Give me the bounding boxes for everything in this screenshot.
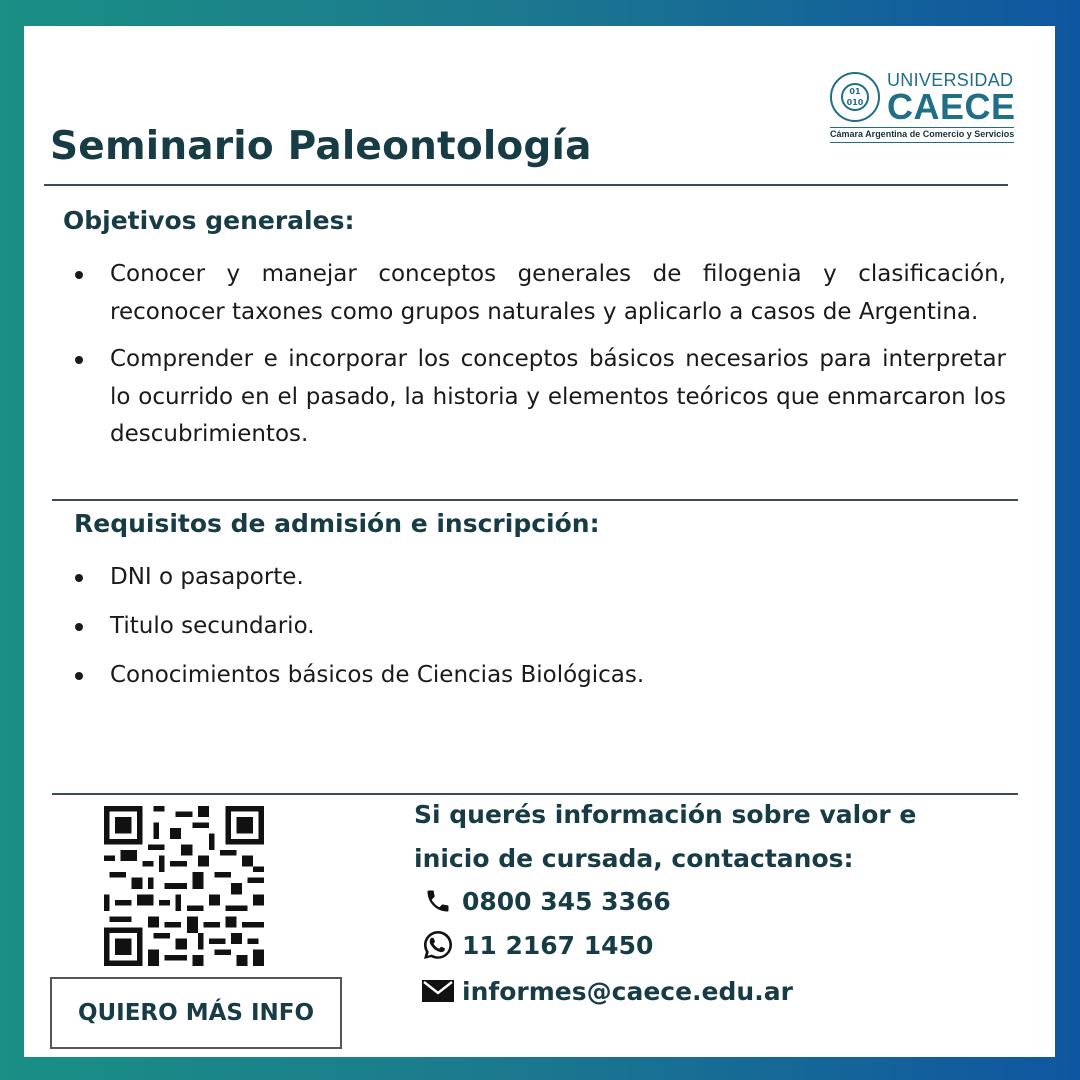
qr-code[interactable] xyxy=(104,806,264,966)
logo-divider xyxy=(830,127,1014,128)
list-item xyxy=(48,562,1006,592)
requirements-heading: Requisitos de admisión e inscripción: xyxy=(74,509,600,538)
section-divider xyxy=(52,499,1018,501)
list-item xyxy=(48,611,1006,641)
phone-icon xyxy=(420,883,456,919)
email-address: informes@caece.edu.ar xyxy=(462,976,793,1006)
contact-intro-line-1: Si querés información sobre valor e xyxy=(414,800,917,829)
objective-text: Comprender e incorporar los conceptos básicos necesarios para interpretar lo ocurrido en el pasado, la historia y elementos teóricos que enmarcaron los descubrimientos. xyxy=(110,346,1006,447)
contact-intro xyxy=(414,793,1014,881)
title-divider xyxy=(44,184,1008,186)
requirement-text: DNI o pasaporte. xyxy=(110,564,304,590)
bullet-icon xyxy=(75,356,83,364)
bullet-icon xyxy=(75,623,83,631)
bullet-icon xyxy=(75,271,83,279)
seal-number: 01 010 xyxy=(841,83,869,111)
mail-icon xyxy=(420,973,456,1009)
list-item xyxy=(48,256,1006,331)
contact-intro-line-2: inicio de cursada, contactanos: xyxy=(414,844,854,873)
requirement-text: Titulo secundario. xyxy=(110,613,315,639)
list-item xyxy=(48,341,1006,454)
requirement-text: Conocimientos básicos de Ciencias Biológicas. xyxy=(110,662,645,688)
objective-text: Conocer y manejar conceptos generales de filogenia y clasificación, reconocer taxones como grupos naturales y aplicarlo a casos de Argentina. xyxy=(110,261,1006,325)
list-item xyxy=(48,660,1006,690)
whatsapp-contact[interactable] xyxy=(420,927,653,963)
objectives-list xyxy=(48,256,1006,464)
objectives-heading: Objetivos generales: xyxy=(63,206,355,235)
logo-university-word: UNIVERSIDAD xyxy=(887,70,1014,90)
logo-caece-word: CAECE xyxy=(887,86,1016,127)
caece-seal-icon xyxy=(830,72,880,122)
phone-contact[interactable] xyxy=(420,883,671,919)
flyer-card xyxy=(24,26,1055,1057)
caece-logo xyxy=(830,70,1016,144)
page-title: Seminario Paleontología xyxy=(50,124,592,169)
bullet-icon xyxy=(75,672,83,680)
bullet-icon xyxy=(75,574,83,582)
email-contact[interactable] xyxy=(420,973,793,1009)
requirements-list xyxy=(48,562,1006,709)
logo-divider-bottom xyxy=(830,142,1014,143)
logo-subtitle: Cámara Argentina de Comercio y Servicios xyxy=(830,129,1015,139)
whatsapp-number: 11 2167 1450 xyxy=(462,930,654,960)
whatsapp-icon xyxy=(420,927,456,963)
phone-number: 0800 345 3366 xyxy=(462,886,671,916)
more-info-button[interactable]: QUIERO MÁS INFO xyxy=(50,977,342,1049)
